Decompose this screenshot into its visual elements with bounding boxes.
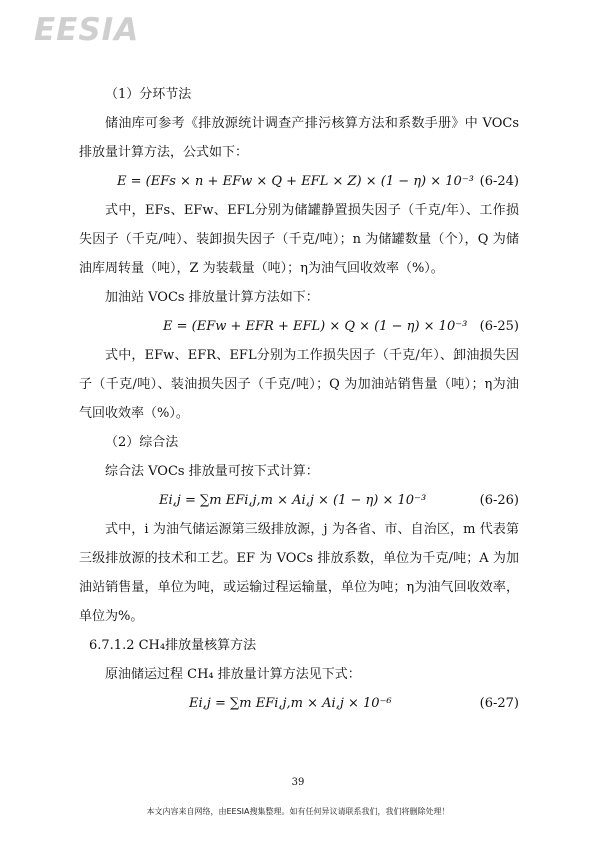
page-number: 39 [291, 777, 305, 788]
equation-6-24 [79, 167, 519, 196]
paragraph: 式中，EFw、EFR、EFL分别为工作损失因子（千克/年）、卸油损失因子（千克/吨）、装油损失因子（千克/吨）；Q 为加油站销售量（吨）；η为油气回收效率（%）。 [79, 348, 519, 421]
section-heading-2: （2）综合法 [105, 435, 179, 450]
page-content [79, 80, 519, 718]
equation-expression: Ei,j = ∑m EFi,j,m × Ai,j × (1 − η) × 10⁻³ [159, 493, 427, 508]
equation-number: (6-26) [479, 493, 519, 508]
paragraph: 式中，i 为油气储运源第三级排放源，j 为各省、市、自治区，m 代表第三级排放源的技术和工艺。EF 为 VOCs 排放系数，单位为千克/吨；A 为加油站销售量，单位为吨，或运输过程运输量，单位为吨；η为油气回收效率，单位为%。 [79, 522, 519, 624]
section-heading-3: 6.7.1.2 CH₄排放量核算方法 [89, 638, 257, 653]
paragraph: 综合法 VOCs 排放量可按下式计算： [105, 464, 319, 479]
equation-number: (6-27) [479, 696, 519, 711]
equation-expression: E = (EFw + EFR + EFL) × Q × (1 − η) × 10⁻³ [163, 319, 468, 334]
paragraph: 储油库可参考《排放源统计调查产排污核算方法和系数手册》中 VOCs 排放量计算方法，公式如下： [79, 116, 519, 160]
paragraph: 式中，EFs、EFw、EFL分别为储罐静置损失因子（千克/年）、工作损失因子（千克/吨）、装卸损失因子（千克/吨）；n 为储罐数量（个），Q 为储油库周转量（吨），Z 为装载量（吨）；η为油气回收效率（%）。 [79, 203, 519, 276]
equation-number: (6-25) [479, 319, 519, 334]
paragraph: 原油储运过程 CH₄ 排放量计算方法见下式： [105, 667, 361, 682]
equation-6-26 [79, 486, 519, 515]
equation-expression: Ei,j = ∑m EFi,j,m × Ai,j × 10⁻⁶ [189, 696, 392, 711]
equation-expression: E = (EFs × n + EFw × Q + EFL × Z) × (1 − η) × 10⁻³ [117, 174, 474, 189]
equation-6-27 [79, 689, 519, 718]
paragraph: 加油站 VOCs 排放量计算方法如下： [105, 290, 319, 305]
equation-6-25 [79, 312, 519, 341]
eesia-logo: EESIA [34, 12, 140, 48]
equation-number: (6-24) [479, 174, 519, 189]
footer-note: 本文内容来自网络，由EESIA搜集整理。如有任何异议请联系我们，我们将删除处理！ [146, 807, 450, 816]
section-heading-1: （1）分环节法 [105, 87, 192, 102]
